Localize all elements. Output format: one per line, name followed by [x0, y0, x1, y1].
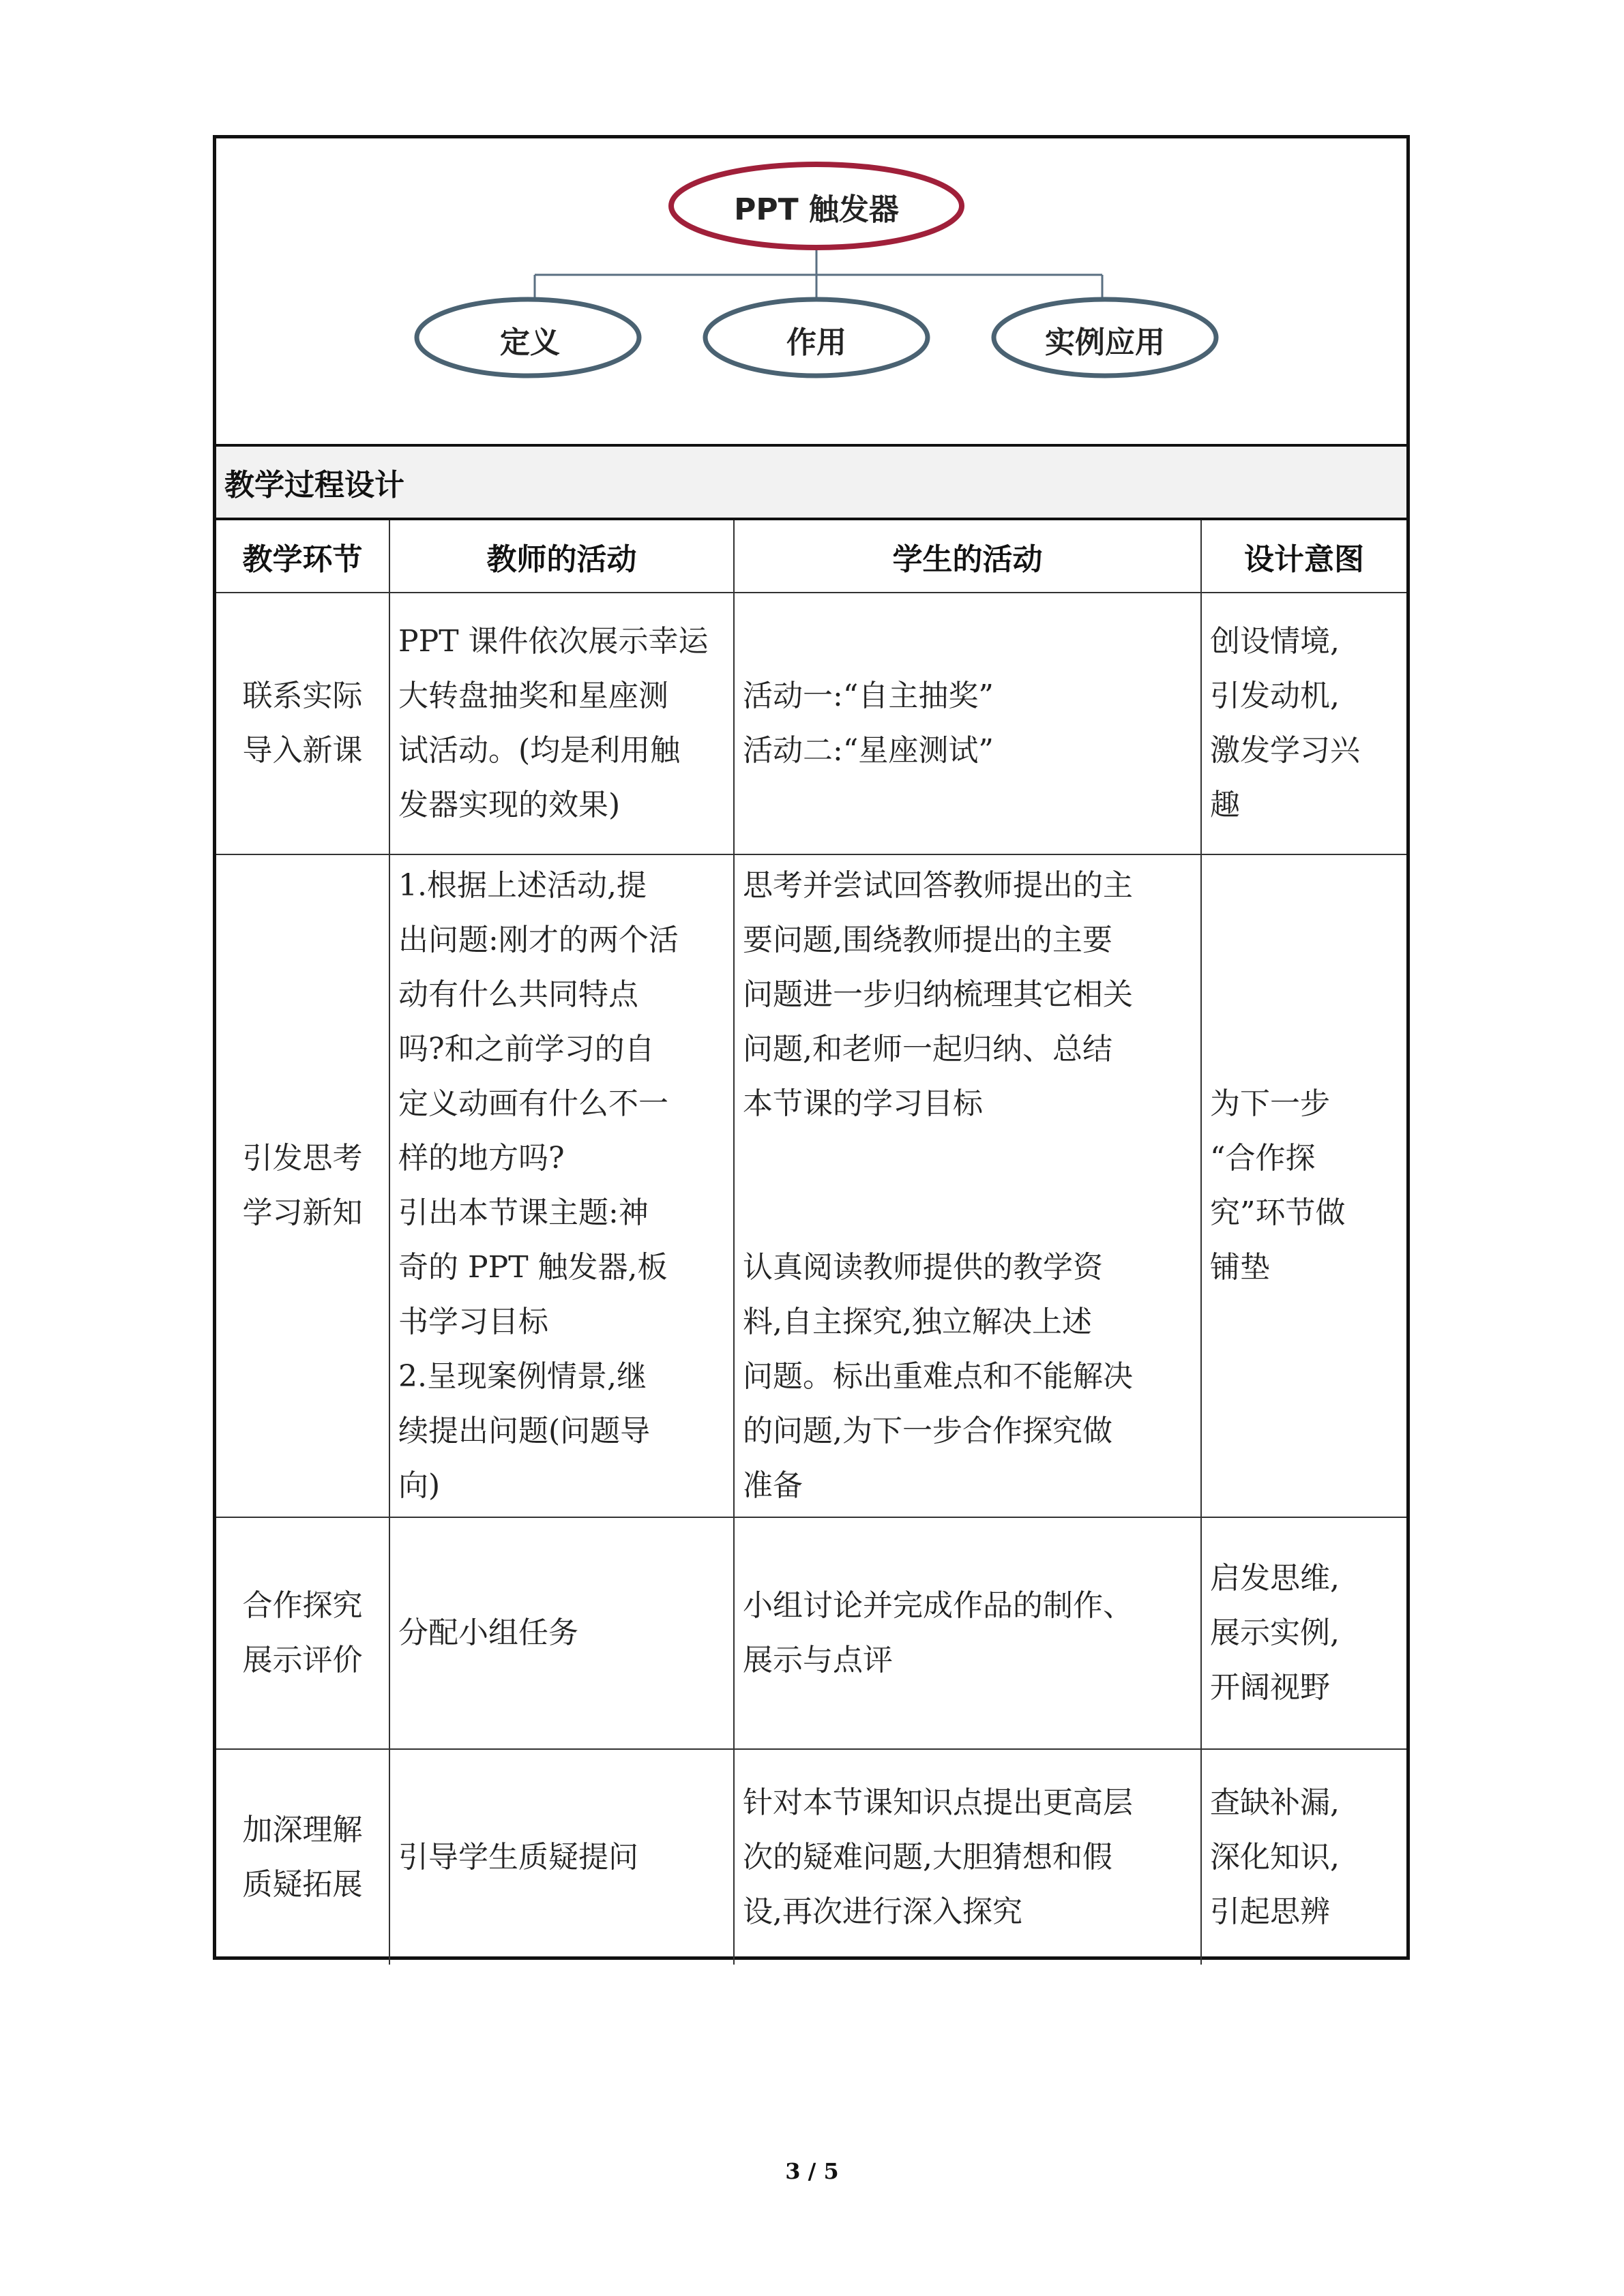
- table-header-row: [216, 520, 1406, 593]
- cell-line: 创设情境,: [1210, 624, 1340, 659]
- cell-spacer: [743, 1131, 1192, 1240]
- header-stage: 教学环节: [216, 520, 389, 593]
- cell-line: 问题,和老师一起归纳、总结: [743, 1032, 1112, 1067]
- cell-line: 本节课的学习目标: [743, 1086, 983, 1121]
- diagram-connector: [535, 248, 1102, 298]
- cell-line: 展示评价: [242, 1643, 363, 1678]
- cell-line: 发器实现的效果): [398, 788, 621, 822]
- cell-line: 小组讨论并完成作品的制作、: [743, 1588, 1133, 1623]
- section-title: 教学过程设计: [216, 447, 1406, 520]
- cell-line: 开阔视野: [1210, 1670, 1330, 1705]
- cell-line: 活动一:“自主抽奖”: [743, 679, 994, 713]
- cell-design-intent: [1201, 854, 1406, 1517]
- cell-line: 准备: [743, 1468, 803, 1503]
- cell-line: 质疑拓展: [242, 1866, 363, 1902]
- cell-line: 吗?和之前学习的自: [398, 1032, 655, 1067]
- cell-line: 动有什么共同特点: [398, 977, 638, 1012]
- cell-line: 究”环节做: [1210, 1195, 1346, 1230]
- cell-line: 次的疑难问题,大胆猜想和假: [743, 1839, 1112, 1875]
- cell-line: 引导学生质疑提问: [398, 1839, 638, 1875]
- table-row: [216, 1517, 1406, 1749]
- cell-student-activity: [734, 1517, 1201, 1749]
- cell-line: 思考并尝试回答教师提出的主: [743, 868, 1133, 903]
- cell-student-activity: [734, 1749, 1201, 1965]
- cell-line: 试活动。(均是利用触: [398, 733, 681, 768]
- cell-teacher-activity: [389, 1517, 734, 1749]
- cell-line: 认真阅读教师提供的教学资: [743, 1250, 1103, 1285]
- cell-stage: [216, 1517, 389, 1749]
- table-row: [216, 593, 1406, 854]
- cell-line: 深化知识,: [1210, 1839, 1340, 1875]
- teaching-process-table: [216, 520, 1406, 1965]
- header-teacher: 教师的活动: [389, 520, 734, 593]
- cell-line: 引发思考: [242, 1141, 363, 1176]
- page-number: 3 / 5: [785, 2158, 839, 2184]
- cell-line: 导入新课: [242, 733, 363, 768]
- cell-line: 的问题,为下一步合作探究做: [743, 1414, 1112, 1448]
- table-row: [216, 1749, 1406, 1965]
- lesson-plan-frame: [213, 135, 1410, 1960]
- cell-teacher-activity: [389, 854, 734, 1517]
- cell-design-intent: [1201, 1517, 1406, 1749]
- cell-line: 续提出问题(问题导: [398, 1414, 651, 1448]
- cell-line: 问题进一步归纳梳理其它相关: [743, 977, 1133, 1012]
- diagram-root-label: PPT 触发器: [734, 192, 899, 227]
- cell-line: 书学习目标: [398, 1304, 548, 1339]
- cell-line: 为下一步: [1210, 1086, 1330, 1121]
- cell-line: 样的地方吗?: [398, 1141, 565, 1176]
- cell-line: 出问题:刚才的两个活: [398, 923, 679, 957]
- concept-diagram: [216, 138, 1406, 447]
- cell-line: 合作探究: [242, 1588, 363, 1623]
- cell-line: “合作探: [1210, 1141, 1316, 1176]
- header-intent: 设计意图: [1201, 520, 1406, 593]
- cell-line: 引起思辨: [1210, 1894, 1330, 1929]
- cell-student-activity: [734, 854, 1201, 1517]
- cell-line: 展示实例,: [1210, 1615, 1340, 1650]
- table-row: [216, 854, 1406, 1517]
- cell-design-intent: [1201, 1749, 1406, 1965]
- diagram-child-definition: 定义: [500, 325, 560, 360]
- cell-line: 学习新知: [242, 1195, 363, 1230]
- cell-line: 设,再次进行深入探究: [743, 1894, 1022, 1929]
- cell-line: 问题。标出重难点和不能解决: [743, 1359, 1133, 1394]
- cell-stage: [216, 854, 389, 1517]
- cell-line: 引发动机,: [1210, 679, 1340, 713]
- cell-line: 铺垫: [1210, 1250, 1270, 1285]
- cell-line: 联系实际: [242, 679, 363, 713]
- cell-student-activity: [734, 593, 1201, 854]
- cell-line: 分配小组任务: [398, 1615, 578, 1650]
- cell-line: 大转盘抽奖和星座测: [398, 679, 668, 713]
- cell-line: 定义动画有什么不一: [398, 1086, 668, 1121]
- cell-line: 奇的 PPT 触发器,板: [398, 1250, 668, 1285]
- cell-line: 2.呈现案例情景,继: [398, 1359, 647, 1394]
- cell-line: PPT 课件依次展示幸运: [398, 624, 709, 659]
- cell-line: 要问题,围绕教师提出的主要: [743, 923, 1112, 957]
- cell-line: 针对本节课知识点提出更高层: [743, 1785, 1133, 1820]
- cell-line: 启发思维,: [1210, 1561, 1340, 1596]
- cell-line: 查缺补漏,: [1210, 1785, 1340, 1820]
- cell-line: 1.根据上述活动,提: [398, 868, 647, 903]
- cell-line: 趣: [1210, 788, 1240, 822]
- cell-line: 向): [398, 1468, 441, 1503]
- cell-teacher-activity: [389, 593, 734, 854]
- cell-stage: [216, 1749, 389, 1965]
- cell-line: 活动二:“星座测试”: [743, 733, 994, 768]
- cell-line: 引出本节课主题:神: [398, 1195, 649, 1230]
- diagram-child-application: 实例应用: [1045, 325, 1165, 360]
- cell-design-intent: [1201, 593, 1406, 854]
- cell-line: 料,自主探究,独立解决上述: [743, 1304, 1092, 1339]
- cell-stage: [216, 593, 389, 854]
- cell-line: 展示与点评: [743, 1643, 893, 1678]
- diagram-child-function: 作用: [786, 325, 846, 360]
- header-student: 学生的活动: [734, 520, 1201, 593]
- cell-teacher-activity: [389, 1749, 734, 1965]
- cell-line: 加深理解: [242, 1812, 363, 1847]
- cell-line: 激发学习兴: [1210, 733, 1360, 768]
